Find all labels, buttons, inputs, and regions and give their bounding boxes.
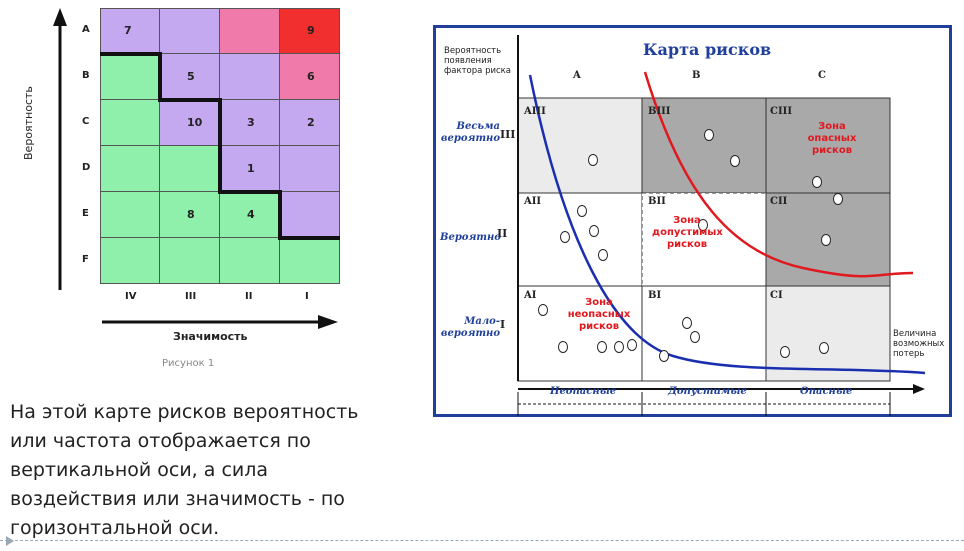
col-letter-c: C: [818, 70, 826, 81]
col-letter-a: A: [573, 70, 581, 81]
risk-point: [781, 347, 790, 358]
risk-map-title: Карта рисков: [643, 40, 772, 59]
matrix-col-label: I: [305, 291, 309, 302]
risk-point: [561, 232, 570, 243]
col-letter-b: B: [692, 70, 701, 81]
matrix-cell-value: 8: [187, 208, 195, 221]
zone-label-line: допустимых: [652, 227, 723, 238]
matrix-cell-value: 9: [307, 24, 315, 37]
y-header: [444, 46, 511, 76]
y-axis-arrow: [50, 8, 70, 293]
risk-point: [683, 318, 692, 329]
matrix-cell-value: 2: [307, 116, 315, 129]
risk-point: [615, 342, 624, 353]
risk-point: [834, 194, 843, 205]
x-header-line: Величина: [893, 329, 937, 339]
row-label-very-likely: [440, 121, 500, 145]
row-label-likely: [440, 232, 501, 244]
zone-label-line: рисков: [666, 239, 708, 250]
y-header-line: Вероятность: [444, 46, 502, 56]
y-header-line: фактора риска: [444, 66, 512, 76]
matrix-row-label: C: [82, 116, 90, 127]
bottom-label-safe: Неопасные: [550, 386, 617, 397]
roman-i: I: [500, 318, 506, 331]
cell-code-ciii: CIII: [770, 106, 792, 117]
x-header-line: потерь: [893, 349, 925, 359]
risk-point: [691, 332, 700, 343]
row-label-line: Мало-: [464, 316, 500, 327]
x-header: [893, 329, 944, 359]
risk-point: [559, 342, 568, 353]
risk-point: [578, 206, 587, 217]
bullet-arrow-icon: [4, 534, 16, 548]
zone-label-line: рисков: [578, 321, 620, 332]
cell-code-bii: BII: [648, 196, 666, 207]
zone-acceptable-label: [652, 215, 722, 251]
cell-code-aii: AII: [524, 196, 542, 207]
zone-label-line: опасных: [807, 133, 857, 144]
zone-label-line: неопасных: [567, 309, 631, 320]
matrix-cell-value: 3: [247, 116, 255, 129]
matrix-col-label: III: [185, 291, 197, 302]
risk-point: [822, 235, 831, 246]
roman-iii: III: [500, 128, 516, 141]
cell-code-biii: BIII: [648, 106, 671, 117]
x-header-line: возможных: [893, 339, 945, 349]
map-x-arrowhead: [913, 384, 925, 394]
risk-point: [660, 351, 669, 362]
y-header-line: появления: [444, 56, 492, 66]
bottom-label-acceptable: Допустимые: [668, 386, 747, 397]
risk-point: [705, 130, 714, 141]
matrix-cell-value: 5: [187, 70, 195, 83]
zone-dangerous-label: [807, 121, 857, 157]
x-axis-arrow: [100, 312, 340, 332]
risk-point: [590, 226, 599, 237]
matrix-cell-value: 6: [307, 70, 315, 83]
matrix-col-label: II: [245, 291, 253, 302]
cell-code-ci: CI: [770, 290, 783, 301]
cell-code-ai: AI: [524, 290, 537, 301]
row-label-line: Вероятно: [440, 232, 501, 243]
zone-label-line: Зона: [673, 215, 701, 226]
matrix-cell-value: 10: [187, 116, 203, 129]
zone-label-line: Зона: [585, 297, 613, 308]
matrix-cell-value: 1: [247, 162, 255, 175]
map-cell: [766, 286, 890, 381]
risk-point: [628, 340, 637, 351]
matrix-col-label: IV: [125, 291, 137, 302]
risk-point: [820, 343, 829, 354]
risk-point: [731, 156, 740, 167]
matrix-row-label: F: [82, 254, 89, 265]
zone-safe-label: [566, 297, 632, 333]
matrix-row-label: A: [82, 24, 90, 35]
x-axis-label: Значимость: [173, 330, 248, 343]
row-label-line: вероятно: [440, 133, 500, 144]
risk-point: [599, 250, 608, 261]
description-text: На этой карте рисков вероятность или частота отображается по вертикальной оси, а сила воздействия или значимость - по горизонтальной оси.: [10, 401, 359, 539]
cell-code-cii: CII: [770, 196, 788, 207]
y-axis-label: Вероятность: [22, 86, 35, 160]
footer-divider: [0, 540, 964, 541]
row-label-line: Весьма: [456, 121, 500, 132]
matrix-cell-value: 4: [247, 208, 255, 221]
zone-label-line: Зона: [818, 121, 846, 132]
bottom-label-dangerous: Опасные: [800, 386, 853, 397]
risk-point: [813, 177, 822, 188]
risk-point: [598, 342, 607, 353]
matrix-row-label: E: [82, 208, 89, 219]
row-label-unlikely: [440, 316, 500, 340]
matrix-cell-value: 7: [124, 24, 132, 37]
cell-code-bi: BI: [648, 290, 662, 301]
risk-point: [539, 305, 548, 316]
matrix-row-label: B: [82, 70, 90, 81]
matrix-row-label: D: [82, 162, 91, 173]
cell-code-aiii: AIII: [524, 106, 546, 117]
zone-label-line: рисков: [811, 145, 853, 156]
row-label-line: вероятно: [440, 328, 500, 339]
roman-ii: II: [497, 227, 508, 240]
figure-caption: Рисунок 1: [162, 358, 215, 369]
risk-point: [589, 155, 598, 166]
